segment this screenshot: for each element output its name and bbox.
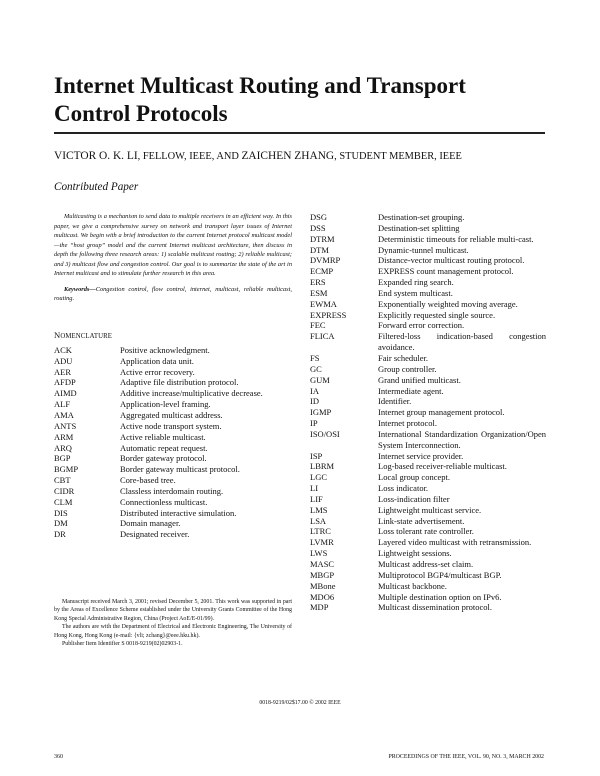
nomenclature-entry (310, 461, 546, 472)
nomenclature-definition: Positive acknowledgment. (120, 344, 210, 355)
nomenclature-heading-rest: OMENCLATURE (60, 332, 113, 340)
nomenclature-definition: Lightweight sessions. (378, 548, 452, 559)
nomenclature-definition: Automatic repeat request. (120, 442, 208, 453)
nomenclature-definition: EXPRESS count management protocol. (378, 266, 514, 277)
nomenclature-abbr: ERS (310, 277, 326, 288)
nomenclature-abbr: ADU (54, 355, 73, 366)
nomenclature-abbr: EXPRESS (310, 309, 347, 320)
copyright-line: 0018-9219/02$17.00 © 2002 IEEE (259, 700, 341, 706)
nomenclature-abbr: MBGP (310, 569, 335, 580)
author-line (54, 150, 545, 162)
paper-type: Contributed Paper (54, 181, 139, 193)
nomenclature-entry (310, 320, 546, 331)
nomenclature-definition: Connectionless multicast. (120, 496, 208, 507)
title-line-2: Control Protocols (54, 101, 228, 126)
nomenclature-definition: Lightweight multicast service. (378, 504, 482, 515)
nomenclature-abbr: AIMD (54, 388, 77, 399)
nomenclature-definition: Internet group management protocol. (378, 407, 505, 418)
nomenclature-abbr: CBT (54, 475, 71, 486)
nomenclature-definition: Link-state advertisement. (378, 515, 465, 526)
nomenclature-abbr: MASC (310, 559, 335, 569)
nomenclature-definition: Domain manager. (120, 518, 181, 529)
nomenclature-entry (54, 453, 292, 464)
author-affil-1: , FELLOW, IEEE, AND (137, 151, 242, 162)
nomenclature-definition: End system multicast. (378, 287, 453, 298)
nomenclature-entry (54, 475, 292, 486)
nomenclature-definition: Destination-set splitting (378, 222, 460, 233)
author-2: ZAICHEN ZHANG (241, 150, 335, 162)
nomenclature-abbr: FEC (310, 320, 326, 331)
nomenclature-definition: Layered video multicast with retransmission. (378, 537, 532, 548)
nomenclature-entry (310, 223, 546, 234)
nomenclature-definition: Forward error correction. (378, 320, 465, 331)
nomenclature-abbr: MDO6 (310, 591, 335, 602)
nomenclature-heading-initial: N (54, 329, 61, 340)
nomenclature-entry (54, 518, 292, 529)
nomenclature-entry (310, 559, 546, 570)
nomenclature-definition: Internet protocol. (378, 418, 438, 429)
nomenclature-entry (54, 356, 292, 367)
nomenclature-abbr: MDP (310, 602, 329, 613)
footnote (54, 598, 292, 648)
author-affil-2: , STUDENT MEMBER, IEEE (334, 151, 462, 162)
nomenclature-abbr: DTRM (310, 233, 335, 244)
nomenclature-definition: Loss indicator. (378, 483, 429, 494)
author-1: VICTOR O. K. LI (54, 150, 138, 162)
nomenclature-definition: Exponentially weighted moving average. (378, 298, 518, 309)
nomenclature-definition: Multiple destination option on IPv6. (378, 591, 502, 602)
nomenclature-abbr: DSS (310, 222, 326, 233)
nomenclature-entry (310, 407, 546, 418)
nomenclature-entry (310, 234, 546, 245)
nomenclature-entry (54, 486, 292, 497)
nomenclature-definition: Internet service provider. (378, 450, 464, 461)
nomenclature-entry (310, 494, 546, 505)
nomenclature-abbr: AER (54, 366, 71, 377)
nomenclature-definition: Active reliable multicast. (120, 431, 206, 442)
nomenclature-abbr: LSA (310, 515, 327, 526)
nomenclature-abbr: MBone (310, 580, 336, 591)
nomenclature-entry (310, 277, 546, 288)
nomenclature-definition: Multicast dissemination protocol. (378, 602, 493, 613)
nomenclature-entry (310, 396, 546, 407)
nomenclature-entry (310, 288, 546, 299)
nomenclature-abbr: AMA (54, 409, 74, 420)
nomenclature-abbr: DSG (310, 212, 328, 222)
nomenclature-abbr: ISP (310, 450, 323, 461)
nomenclature-entry (54, 432, 292, 443)
nomenclature-abbr: ESM (310, 287, 328, 298)
nomenclature-entry (54, 367, 292, 378)
nomenclature-entry (310, 299, 546, 310)
nomenclature-entry (310, 451, 546, 462)
nomenclature-entry (310, 592, 546, 603)
nomenclature-definition: Application-level framing. (120, 399, 211, 410)
nomenclature-entry (54, 377, 292, 388)
nomenclature-definition: Multicast address-set claim. (378, 559, 474, 569)
nomenclature-abbr: IGMP (310, 407, 332, 418)
nomenclature-abbr: DTM (310, 244, 329, 255)
nomenclature-abbr: FS (310, 352, 320, 363)
nomenclature-entry (310, 581, 546, 592)
nomenclature-entry (54, 388, 292, 399)
nomenclature-abbr: CIDR (54, 485, 75, 496)
nomenclature-abbr: DM (54, 518, 68, 529)
nomenclature-entry (310, 570, 546, 581)
nomenclature-abbr: LVMR (310, 537, 334, 548)
nomenclature-abbr: ANTS (54, 420, 77, 431)
right-column (310, 212, 546, 613)
nomenclature-definition: Intermediate agent. (378, 385, 444, 396)
nomenclature-abbr: IP (310, 418, 318, 429)
nomenclature-entry (54, 410, 292, 421)
nomenclature-abbr: LWS (310, 548, 328, 559)
nomenclature-entry (54, 497, 292, 508)
nomenclature-definition: Designated receiver. (120, 529, 190, 540)
nomenclature-entry (310, 537, 546, 548)
nomenclature-entry (54, 345, 292, 356)
nomenclature-abbr: LIF (310, 493, 323, 504)
nomenclature-definition: Adaptive file distribution protocol. (120, 377, 239, 388)
nomenclature-entry (310, 418, 546, 429)
nomenclature-definition: Grand unified multicast. (378, 374, 461, 385)
footnote-identifier: Publisher Item Identifier S 0018-9219(02)02903-1. (62, 641, 183, 648)
nomenclature-abbr: AFDP (54, 377, 76, 388)
nomenclature-abbr: ALF (54, 399, 71, 410)
left-column (54, 212, 292, 540)
nomenclature-definition: Active node transport system. (120, 420, 222, 431)
nomenclature-entry (310, 310, 546, 321)
nomenclature-definition: Distance-vector multicast routing protocol. (378, 255, 525, 266)
nomenclature-abbr: GC (310, 363, 322, 374)
nomenclature-definition: Active error recovery. (120, 366, 195, 377)
nomenclature-entry (310, 255, 546, 266)
nomenclature-definition: Expanded ring search. (378, 277, 454, 288)
nomenclature-entry (310, 386, 546, 397)
nomenclature-entry (310, 245, 546, 256)
nomenclature-entry (310, 483, 546, 494)
nomenclature-entry (310, 548, 546, 559)
nomenclature-entry (310, 212, 546, 223)
nomenclature-definition: Additive increase/multiplicative decrease. (120, 388, 263, 399)
nomenclature-list-left (54, 345, 292, 540)
nomenclature-abbr: GUM (310, 374, 330, 385)
nomenclature-entry (310, 505, 546, 516)
nomenclature-abbr: LBRM (310, 461, 335, 472)
nomenclature-abbr: IA (310, 385, 319, 396)
title-rule (54, 132, 545, 134)
nomenclature-entry (310, 472, 546, 483)
nomenclature-abbr: ID (310, 396, 319, 407)
footnote-received: Manuscript received March 3, 2001; revised December 5, 2001. This work was supported in part by the Areas of Excellence Scheme established under the University Grants Committee of the Hong Kong Special Administrative Region, China (Project AoE/E-01/99). (54, 599, 292, 622)
nomenclature-abbr: DIS (54, 507, 68, 518)
footnote-affiliation: The authors are with the Department of Electrical and Electronic Engineering, The University of Hong Kong, Hong Kong (e-mail: {vli; zchang}@eee.hku.hk). (54, 624, 292, 639)
nomenclature-entry (54, 421, 292, 432)
nomenclature-abbr: LTRC (310, 526, 331, 537)
nomenclature-list-right (310, 212, 546, 613)
nomenclature-entry (310, 353, 546, 364)
nomenclature-abbr: EWMA (310, 298, 337, 309)
nomenclature-definition: Destination-set grouping. (378, 212, 465, 222)
nomenclature-definition: Border gateway multicast protocol. (120, 464, 240, 475)
nomenclature-entry (310, 429, 546, 451)
nomenclature-definition: Distributed interactive simulation. (120, 507, 237, 518)
nomenclature-definition: Multiprotocol BGP4/multicast BGP. (378, 569, 502, 580)
nomenclature-entry (54, 508, 292, 519)
nomenclature-entry (54, 399, 292, 410)
nomenclature-entry (310, 375, 546, 386)
nomenclature-abbr: DR (54, 529, 66, 540)
nomenclature-abbr: LMS (310, 504, 328, 515)
nomenclature-definition: Explicitly requested single source. (378, 309, 496, 320)
abstract: Multicasting is a mechanism to send data to multiple receivers in an efficient way. In this paper, we give a comprehensive survey on network and transport layer issues of Internet multicast. We begin with a brief introduction to the current Internet protocol multicast model—the “host group” model and the current Internet multicast architecture, then discuss in depth the following three research areas: 1) scalable multicast routing; 2) reliable multicast; and 3) multicast flow and congestion control. Our goal is to summarize the state of the art in Internet multicast and to stimulate further research in this area. (54, 213, 292, 278)
nomenclature-abbr: ARQ (54, 442, 72, 453)
nomenclature-heading (54, 330, 292, 340)
keywords-text: Congestion control, flow control, internet, multicast, reliable multicast, routing. (54, 285, 292, 303)
nomenclature-definition: Core-based tree. (120, 475, 176, 486)
nomenclature-abbr: CLM (54, 496, 73, 507)
nomenclature-definition: Border gateway protocol. (120, 453, 207, 464)
nomenclature-abbr: BGP (54, 453, 71, 464)
nomenclature-definition: Classless interdomain routing. (120, 485, 224, 496)
nomenclature-abbr: FLICA (310, 331, 335, 342)
nomenclature-definition: Log-based receiver-reliable multicast. (378, 461, 507, 472)
nomenclature-definition: Group controller. (378, 363, 437, 374)
nomenclature-entry (310, 364, 546, 375)
nomenclature-definition: Application data unit. (120, 355, 194, 366)
nomenclature-entry (310, 266, 546, 277)
nomenclature-definition: Identifier. (378, 396, 412, 407)
nomenclature-entry (310, 331, 546, 353)
nomenclature-definition: Filtered-loss indication-based congestion avoidance. (378, 331, 546, 353)
nomenclature-entry (54, 529, 292, 540)
keywords (54, 285, 292, 304)
nomenclature-definition: Loss-indication filter (378, 493, 450, 504)
nomenclature-definition: International Standardization Organization/Open System Interconnection. (378, 428, 546, 450)
title-line-1: Internet Multicast Routing and Transport (54, 73, 466, 98)
nomenclature-abbr: LGC (310, 472, 327, 483)
nomenclature-entry (54, 443, 292, 454)
nomenclature-abbr: DVMRP (310, 255, 341, 266)
nomenclature-entry (310, 602, 546, 613)
paper-title (54, 72, 554, 128)
nomenclature-entry (54, 464, 292, 475)
nomenclature-abbr: ACK (54, 344, 72, 355)
nomenclature-abbr: ECMP (310, 266, 334, 277)
keywords-label: Keywords— (64, 285, 96, 293)
nomenclature-definition: Multicast backbone. (378, 580, 447, 591)
nomenclature-abbr: ARM (54, 431, 74, 442)
nomenclature-abbr: LI (310, 483, 319, 494)
nomenclature-definition: Local group concept. (378, 472, 450, 483)
nomenclature-definition: Dynamic-tunnel multicast. (378, 244, 469, 255)
page-number: 360 (54, 754, 63, 760)
nomenclature-definition: Loss tolerant rate controller. (378, 526, 474, 537)
journal-footer: PROCEEDINGS OF THE IEEE, VOL. 90, NO. 3, MARCH 2002 (388, 754, 544, 760)
nomenclature-abbr: BGMP (54, 464, 79, 475)
nomenclature-abbr: ISO/OSI (310, 428, 340, 439)
nomenclature-definition: Deterministic timeouts for reliable multi-cast. (378, 233, 534, 244)
nomenclature-entry (310, 526, 546, 537)
nomenclature-entry (310, 516, 546, 527)
nomenclature-definition: Aggregated multicast address. (120, 409, 223, 420)
nomenclature-definition: Fair scheduler. (378, 352, 429, 363)
